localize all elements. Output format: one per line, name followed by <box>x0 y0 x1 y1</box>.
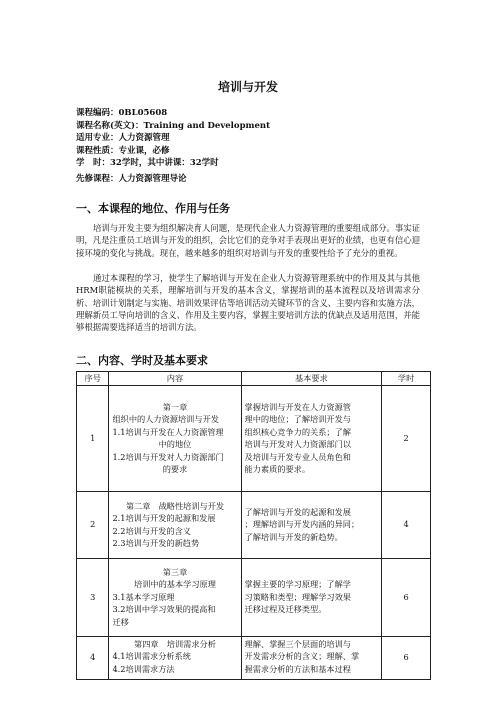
content-line: 第一章 <box>162 401 188 412</box>
course-nature: 课程性质：专业课，必修 <box>76 145 170 156</box>
requirement-line: 能力素质的要求。 <box>244 464 311 474</box>
content-line: 3.2培训中学习效果的提高和 <box>112 604 216 615</box>
row-hours: 2 <box>382 385 431 491</box>
requirement-line: 理中的地位；了解培训开发与 <box>244 414 351 424</box>
content-line: 2.2培训与开发的含义 <box>112 525 191 536</box>
row-hours: 4 <box>382 491 431 558</box>
row-requirement <box>241 636 382 679</box>
content-line: 第二章 战略性培训与开发 <box>125 500 225 511</box>
row-number: 2 <box>77 491 109 558</box>
content-line: 1.2培训与开发对人力资源部门 <box>112 451 224 462</box>
header-requirement: 基本要求 <box>241 372 382 386</box>
paragraph-1: 培训与开发主要为组织解决育人问题，是现代企业人力资源管理的重要组成部分。事实证明，凡是注重员工培训与开发的组织，会比它们的竞争对手表现出更好的业绩，也更有信心迎接环境的变化与挑战。现在，越来越多的组织对培训与开发的重要性给予了充分的重视。 <box>76 223 420 258</box>
table-header-row <box>77 372 431 386</box>
syllabus-table <box>76 371 431 680</box>
row-content <box>109 385 241 491</box>
row-number: 3 <box>77 558 109 636</box>
requirement-line: 迁移过程及迁移类型。 <box>244 604 327 615</box>
requirement-line: 培训与开发对人力资源部门以 <box>244 439 351 449</box>
row-content <box>109 636 241 679</box>
content-line: 第三章 <box>162 566 188 577</box>
content-line: 1.1培训与开发在人力资源管理 <box>112 426 224 437</box>
content-line: 2.3培训与开发的新趋势 <box>112 538 200 548</box>
row-requirement <box>241 385 382 491</box>
content-line: 2.1培训与开发的起源和发展 <box>112 513 216 523</box>
section-heading-2: 二、内容、学时及基本要求 <box>76 354 208 367</box>
row-content <box>109 558 241 636</box>
content-line: 3.1基本学习原理 <box>112 591 175 602</box>
content-line: 的要求 <box>162 464 188 474</box>
content-line: 组织中的人力资源培训与开发 <box>112 414 219 424</box>
content-line: 4.2培训需求方法 <box>112 663 175 674</box>
header-hours: 学时 <box>382 372 431 386</box>
course-hours: 学 时：32学时，其中讲课：32学时 <box>76 158 219 169</box>
table-row <box>77 491 431 558</box>
course-name: 课程名称(英文)：Training and Development <box>76 120 271 131</box>
course-meta <box>76 107 270 186</box>
table-row <box>77 558 431 636</box>
paragraph-2: 通过本课程的学习，使学生了解培训与开发在企业人力资源管理系统中的作用及其与其他HRM职能模块的关系，理解培训与开发的基本含义，掌握培训的基本流程以及培训需求分析、培训计划制定与实施、培训效果评估等培训活动关键环节的含义、主要内容和实施方法，理解新员工导向培训的含义、作用及主要内容，掌握主要培训方法的优缺点及适用范围，并能够根据需要选择适当的培训方法。 <box>76 273 420 333</box>
table-row <box>77 636 431 679</box>
row-hours: 6 <box>382 636 431 679</box>
prerequisite: 先修课程：人力资源管理导论 <box>76 173 187 184</box>
requirement-line: 组织核心竞争力的关系；了解 <box>244 426 351 437</box>
row-number: 4 <box>77 636 109 679</box>
requirement-line: 开发需求分析的含义；理解、掌 <box>244 651 360 661</box>
section-heading-1: 一、本课程的地位、作用与任务 <box>76 202 230 215</box>
row-requirement <box>241 491 382 558</box>
row-hours: 6 <box>382 558 431 636</box>
content-line: 4.1培训需求分析系统 <box>112 651 191 661</box>
applicable-major: 适用专业：人力资源管理 <box>76 133 170 144</box>
content-line: 培训中的基本学习原理 <box>134 579 216 590</box>
row-requirement <box>241 558 382 636</box>
header-number: 序号 <box>77 372 109 386</box>
row-number: 1 <box>77 385 109 491</box>
table-row <box>77 385 431 491</box>
content-line: 中的地位 <box>158 439 192 449</box>
header-content: 内容 <box>109 372 241 386</box>
requirement-line: 了解培训与开发的起源和发展 <box>244 506 351 517</box>
requirement-line: 握需求分析的方法和基本过程 <box>244 663 351 674</box>
content-line: 迁移 <box>112 616 129 627</box>
requirement-line: 了解培训与开发的新趋势。 <box>244 531 343 542</box>
requirement-line: 习策略和类型；理解学习效果 <box>244 591 351 602</box>
row-content <box>109 491 241 558</box>
content-line: 第四章 培训需求分析 <box>134 638 216 649</box>
requirement-line: 掌握培训与开发在人力资源管 <box>244 401 351 412</box>
requirement-line: ；理解培训与开发内涵的异同； <box>244 519 360 530</box>
course-code: 课程编码：0BL05608 <box>76 108 168 118</box>
requirement-line: 理解、掌握三个层面的培训与 <box>244 638 351 649</box>
document-title: 培训与开发 <box>217 80 278 94</box>
requirement-line: 及培训与开发专业人员角色和 <box>244 451 351 462</box>
requirement-line: 掌握主要的学习原理；了解学 <box>244 579 351 590</box>
